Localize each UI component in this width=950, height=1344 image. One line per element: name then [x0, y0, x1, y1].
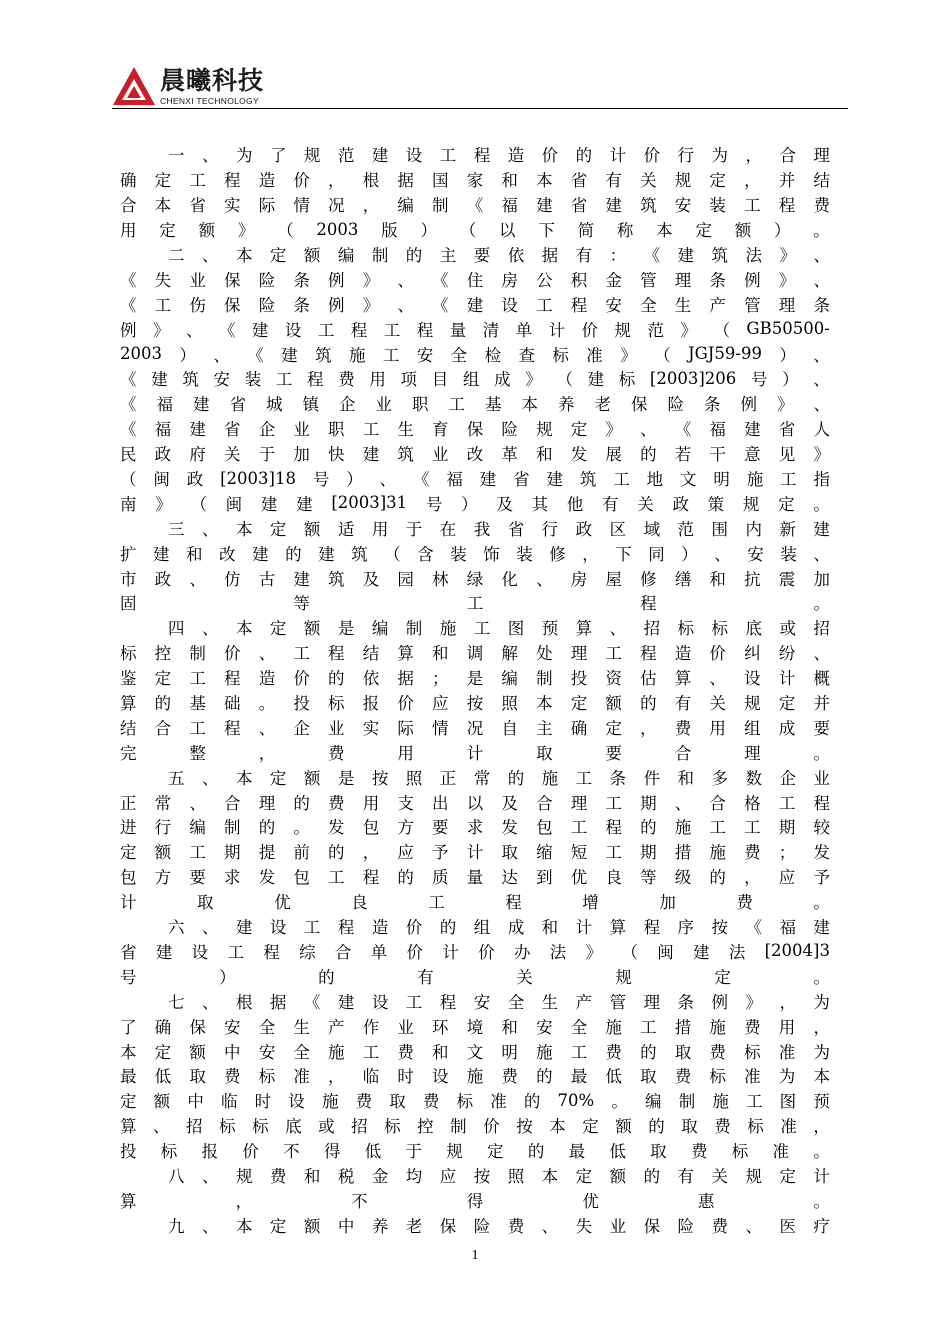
text-line: 《 建 筑 安 装 工 程 费 用 项 目 组 成 》 （ 建 标 [2003]206 号 ） 、	[120, 368, 830, 390]
text-line: 计 取 优 良 工 程 增 加 费 。	[120, 893, 830, 913]
text-line: （ 闽 政 [2003]18 号 ） 、 《 福 建 省 建 筑 工 地 文 明 施 工 指	[120, 468, 830, 490]
company-name-en: CHENXI TECHNOLOGY	[160, 96, 259, 106]
text-line: 四 、 本 定 额 是 编 制 施 工 图 预 算 、 招 标 标 底 或 招	[168, 619, 830, 639]
text-line: 结 合 工 程 、 企 业 实 际 情 况 自 主 确 定 ， 费 用 组 成 要	[120, 718, 830, 738]
text-line: 扩 建 和 改 建 的 建 筑 （ 含 装 饰 装 修 ， 下 同 ） 、 安 装 、	[120, 544, 830, 564]
page-number: 1	[471, 1248, 479, 1263]
text-line: 完 整 ， 费 用 计 取 要 合 理 。	[120, 743, 830, 763]
company-logo-icon	[112, 66, 156, 106]
text-line: 定 额 中 临 时 设 施 费 取 费 标 准 的 70% 。 编 制 施 工 图 预	[120, 1090, 830, 1112]
text-line: 省 建 设 工 程 综 合 单 价 计 价 办 法 》 （ 闽 建 法 [2004]3	[120, 941, 830, 962]
text-line: 市 政 、 仿 古 建 筑 及 园 林 绿 化 、 房 屋 修 缮 和 抗 震 加	[120, 569, 830, 589]
text-line: 算 ， 不 得 优 惠 。	[120, 1191, 830, 1211]
text-line: 算 、 招 标 标 底 或 招 标 控 制 价 按 本 定 额 的 取 费 标 准 ，	[120, 1117, 830, 1137]
text-line: 例 》 、 《 建 设 工 程 工 程 量 清 单 计 价 规 范 》 （ GB50500-	[120, 319, 830, 340]
text-line: 用 定 额 》 （ 2003 版 ） （ 以 下 简 称 本 定 额 ） 。	[120, 219, 830, 241]
text-line: 《 失 业 保 险 条 例 》 、 《 住 房 公 积 金 管 理 条 例 》 、	[120, 270, 830, 290]
text-line: 了 确 保 安 全 生 产 作 业 环 境 和 安 全 施 工 措 施 费 用 ，	[120, 1017, 830, 1037]
text-line: 固 等 工 程 。	[120, 594, 830, 614]
text-line: 2003 ） 、 《 建 筑 施 工 安 全 检 查 标 准 》 （ JGJ59-99 ） 、	[120, 344, 830, 365]
text-line: 包 方 要 求 发 包 工 程 的 质 量 达 到 优 良 等 级 的 ， 应 予	[120, 868, 830, 888]
text-line: 《 福 建 省 城 镇 企 业 职 工 基 本 养 老 保 险 条 例 》 、	[120, 395, 830, 415]
header-divider	[112, 108, 848, 109]
text-line: 算 的 基 础 。 投 标 报 价 应 按 照 本 定 额 的 有 关 规 定 并	[120, 694, 830, 714]
text-line: 七 、 根 据 《 建 设 工 程 安 全 生 产 管 理 条 例 》 ， 为	[168, 992, 830, 1012]
text-line: 鉴 定 工 程 造 价 的 依 据 ； 是 编 制 投 资 估 算 、 设 计 概	[120, 669, 830, 689]
text-line: 六 、 建 设 工 程 造 价 的 组 成 和 计 算 程 序 按 《 福 建	[168, 918, 830, 938]
text-line: 号 ） 的 有 关 规 定 。	[120, 967, 830, 987]
text-line: 五 、 本 定 额 是 按 照 正 常 的 施 工 条 件 和 多 数 企 业	[168, 768, 830, 788]
text-line: 进 行 编 制 的 。 发 包 方 要 求 发 包 工 程 的 施 工 工 期 较	[120, 818, 830, 838]
text-line: 三 、 本 定 额 适 用 于 在 我 省 行 政 区 域 范 围 内 新 建	[168, 519, 830, 539]
text-line: 一 、 为 了 规 范 建 设 工 程 造 价 的 计 价 行 为 ， 合 理	[168, 146, 830, 166]
text-line: 九 、 本 定 额 中 养 老 保 险 费 、 失 业 保 险 费 、 医 疗	[168, 1216, 830, 1236]
text-line: 正 常 、 合 理 的 费 用 支 出 以 及 合 理 工 期 、 合 格 工 程	[120, 793, 830, 813]
text-line: 《 工 伤 保 险 条 例 》 、 《 建 设 工 程 安 全 生 产 管 理 条	[120, 295, 830, 315]
document-body	[120, 142, 830, 1237]
text-line: 南 》 （ 闽 建 建 [2003]31 号 ） 及 其 他 有 关 政 策 规 定 。	[120, 493, 830, 514]
text-line: 最 低 取 费 标 准 ， 临 时 设 施 费 的 最 低 取 费 标 准 为 本	[120, 1067, 830, 1087]
text-line: 二 、 本 定 额 编 制 的 主 要 依 据 有 ： 《 建 筑 法 》 、	[168, 246, 830, 265]
text-line: 标 控 制 价 、 工 程 结 算 和 调 解 处 理 工 程 造 价 纠 纷 、	[120, 644, 830, 664]
text-line: 定 额 工 期 提 前 的 ， 应 予 计 取 缩 短 工 期 措 施 费 ； 发	[120, 843, 830, 863]
text-line: 八 、 规 费 和 税 金 均 应 按 照 本 定 额 的 有 关 规 定 计	[168, 1166, 830, 1186]
text-line: 《 福 建 省 企 业 职 工 生 育 保 险 规 定 》 、 《 福 建 省 人	[120, 420, 830, 440]
text-line: 确 定 工 程 造 价 ， 根 据 国 家 和 本 省 有 关 规 定 ， 并 结	[120, 171, 830, 191]
text-line: 本 定 额 中 安 全 施 工 费 和 文 明 施 工 费 的 取 费 标 准 为	[120, 1042, 830, 1062]
company-name: 晨曦科技	[160, 66, 265, 95]
text-line: 投 标 报 价 不 得 低 于 规 定 的 最 低 取 费 标 准 。	[120, 1142, 830, 1162]
page-header	[112, 66, 848, 110]
text-line: 民 政 府 关 于 加 快 建 筑 业 改 革 和 发 展 的 若 干 意 见 》	[120, 445, 830, 465]
text-line: 合 本 省 实 际 情 况 ， 编 制 《 福 建 省 建 筑 安 装 工 程 费	[120, 196, 830, 216]
